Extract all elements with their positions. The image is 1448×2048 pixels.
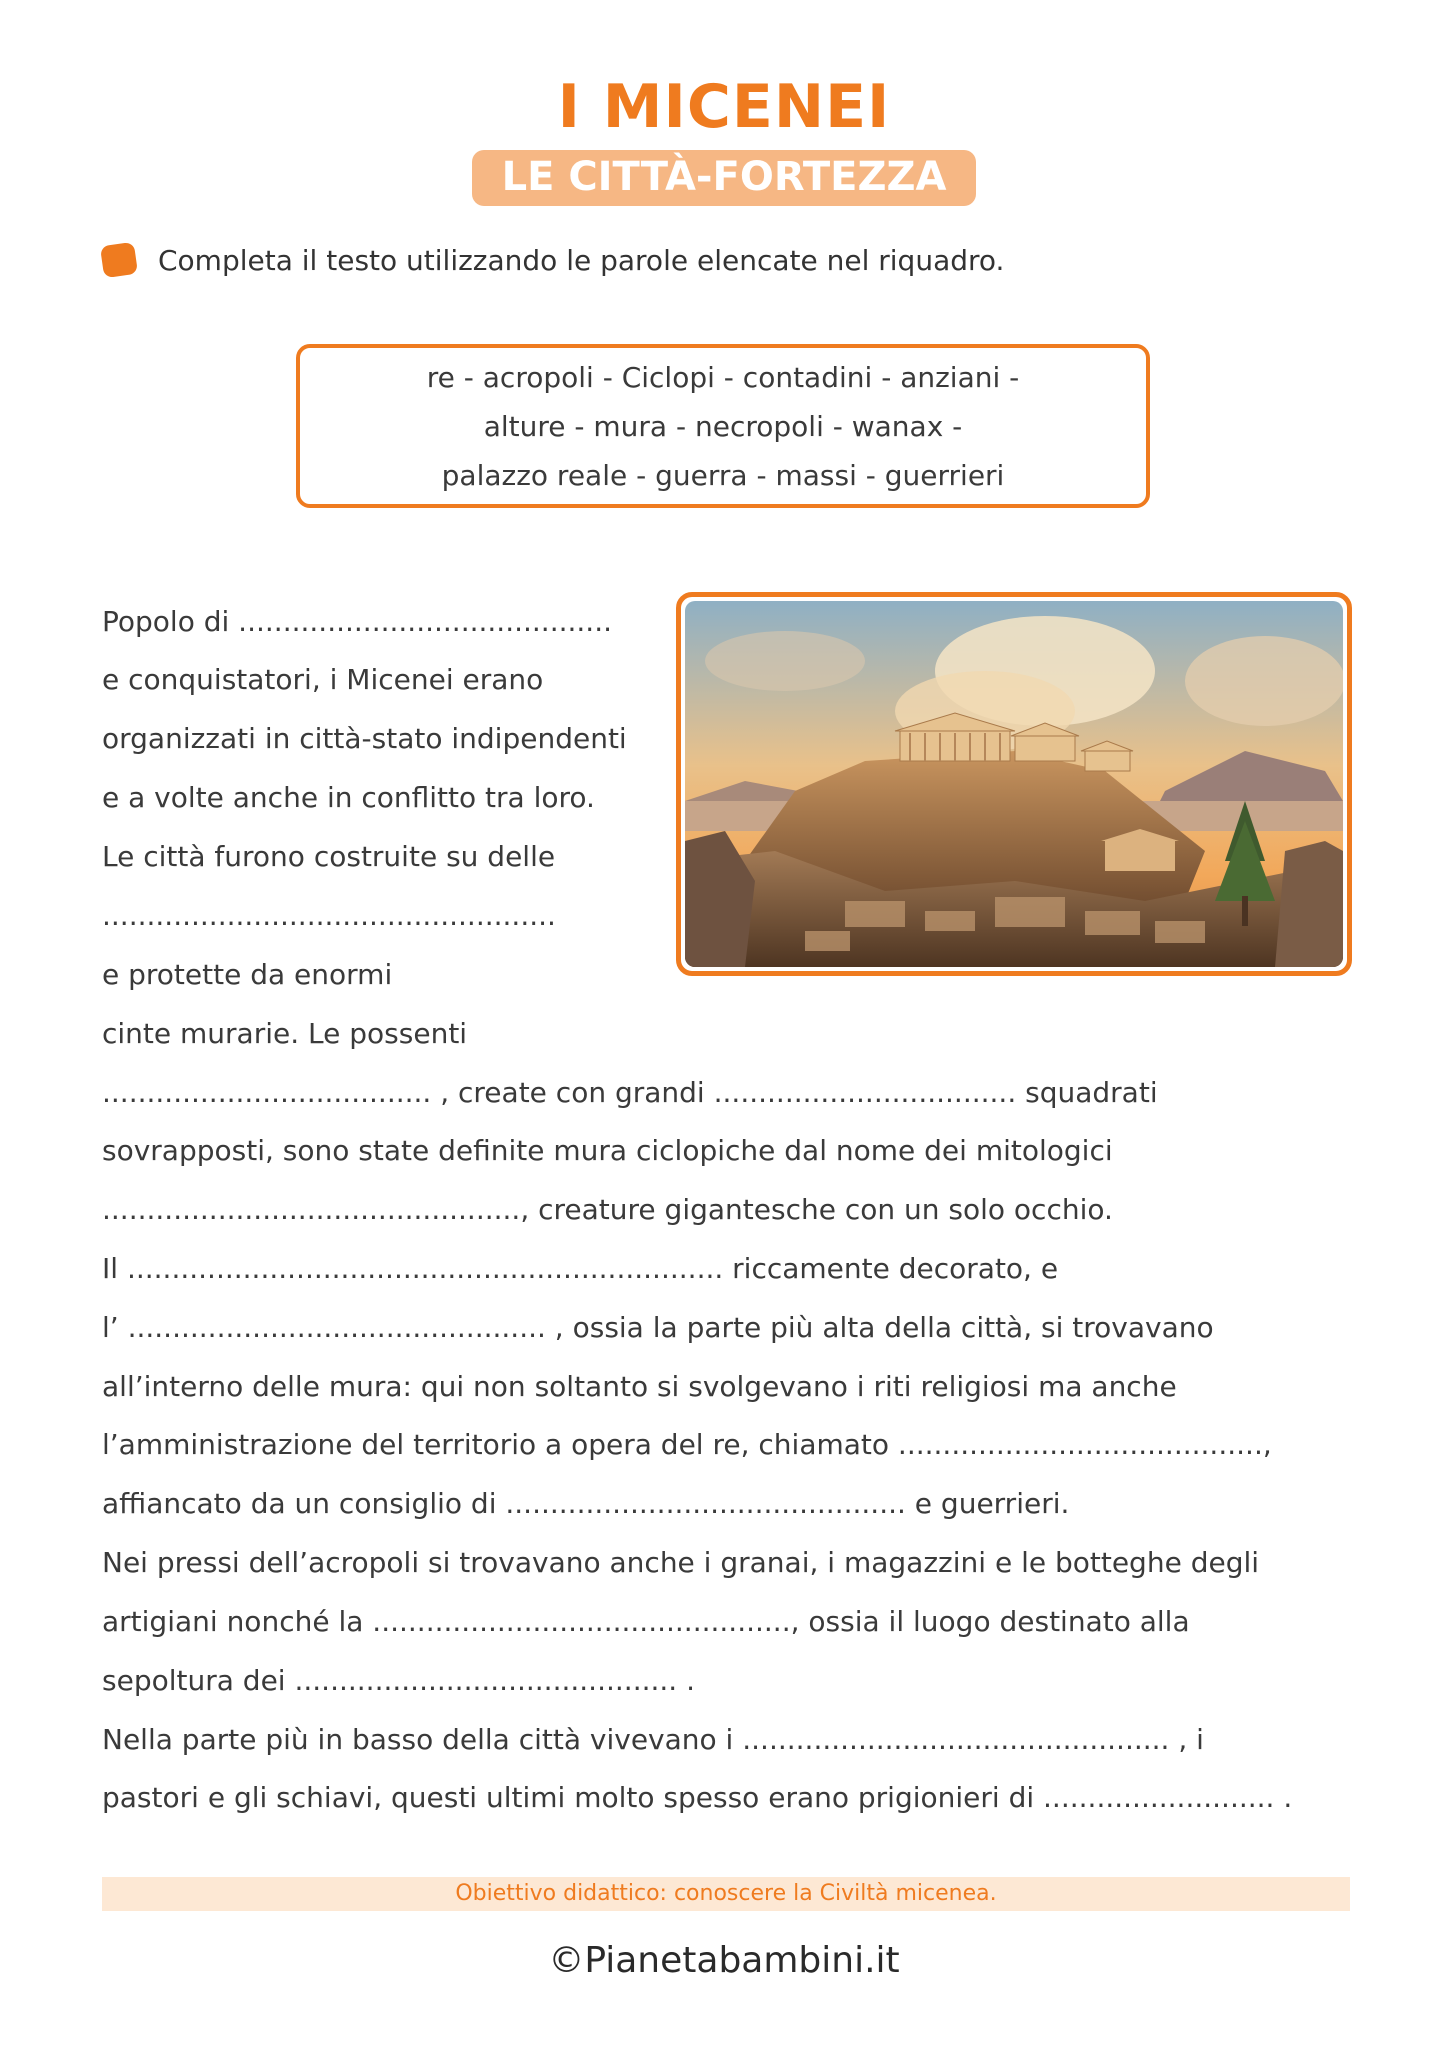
footer-copyright: ©Pianetabambini.it	[548, 1940, 900, 1981]
page-subtitle: LE CITTÀ-FORTEZZA	[472, 150, 977, 206]
instruction-text: Completa il testo utilizzando le parole elencate nel riquadro.	[158, 243, 1005, 277]
exercise-line: Nella parte più in basso della città vivevano i ................................................ , i	[102, 1723, 1204, 1756]
word-box	[296, 344, 1150, 508]
exercise-line: Popolo di ..........................................	[102, 605, 613, 638]
subtitle-container	[0, 150, 1448, 206]
exercise-line: artigiani nonché la ..............................................., ossia il luogo destinato alla	[102, 1605, 1190, 1638]
exercise-line: affiancato da un consiglio di ............................................. e guerrieri.	[102, 1487, 1070, 1520]
acropolis-illustration	[676, 592, 1352, 976]
exercise-line: Il ................................................................... riccamente decorato, e	[102, 1252, 1059, 1285]
exercise-line: e a volte anche in conflitto tra loro.	[102, 781, 595, 814]
page-title: I MICENEI	[557, 72, 891, 142]
word-box-line: re - acropoli - Ciclopi - contadini - anziani -	[426, 360, 1020, 394]
exercise-line: Nei pressi dell’acropoli si trovavano anche i granai, i magazzini e le botteghe degli	[102, 1546, 1260, 1579]
exercise-line: sepoltura dei ........................................... .	[102, 1664, 695, 1697]
acropolis-image	[685, 601, 1343, 967]
word-box-line: palazzo reale - guerra - massi - guerrieri	[441, 458, 1005, 492]
exercise-line: e protette da enormi	[102, 958, 393, 991]
exercise-line: ..............................................., creature gigantesche con un solo occhio.	[102, 1193, 1113, 1226]
learning-objective: Obiettivo didattico: conoscere la Civiltà micenea.	[102, 1877, 1350, 1911]
exercise-line: l’ ............................................... , ossia la parte più alta della città, si trovavano	[102, 1311, 1214, 1344]
exercise-line: sovrapposti, sono state definite mura ciclopiche dal nome dei mitologici	[102, 1134, 1113, 1167]
word-box-line: alture - mura - necropoli - wanax -	[483, 409, 963, 443]
exercise-line: ..................................... , create con grandi .................................. squadrati	[102, 1076, 1158, 1109]
exercise-line: l’amministrazione del territorio a opera del re, chiamato .........................................,	[102, 1428, 1272, 1461]
instruction	[102, 240, 1004, 280]
exercise-line: all’interno delle mura: qui non soltanto si svolgevano i riti religiosi ma anche	[102, 1370, 1177, 1403]
exercise-line: pastori e gli schiavi, questi ultimi molto spesso erano prigionieri di .......................... .	[102, 1781, 1293, 1814]
exercise-line: ...................................................	[102, 899, 556, 932]
exercise-line: cinte murarie. Le possenti	[102, 1017, 468, 1050]
exercise-line: e conquistatori, i Micenei erano	[102, 663, 544, 696]
exercise-line: organizzati in città-stato indipendenti	[102, 722, 627, 755]
bullet-icon	[100, 242, 138, 278]
exercise-line: Le città furono costruite su delle	[102, 840, 556, 873]
